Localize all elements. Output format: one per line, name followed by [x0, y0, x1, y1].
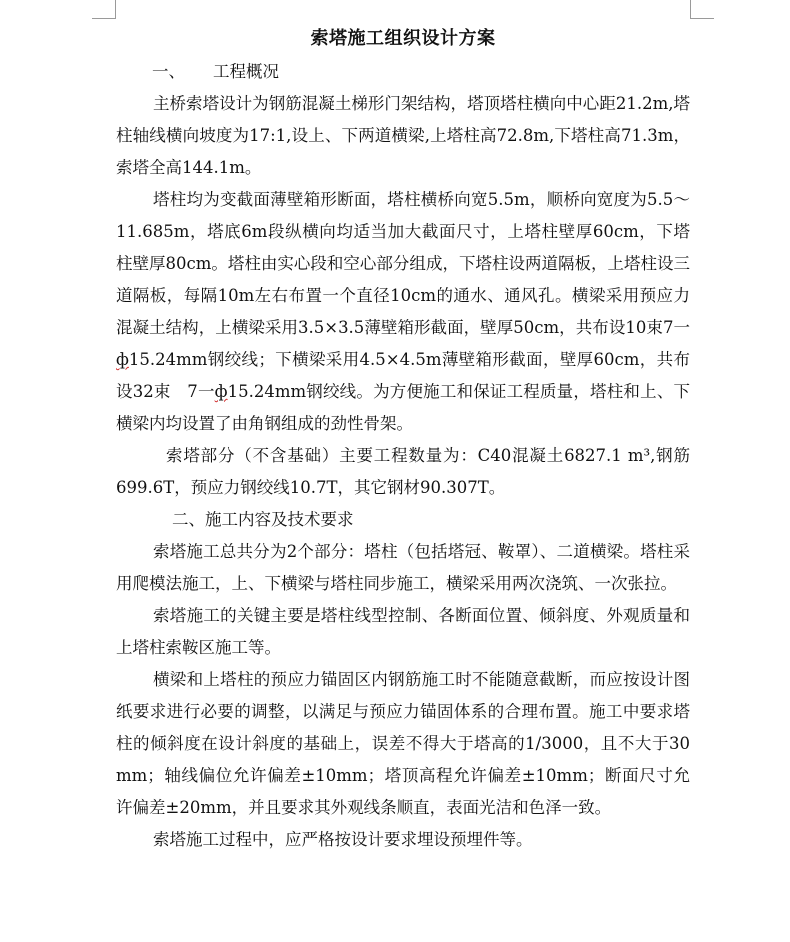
- paragraph-text: 塔柱均为变截面薄壁箱形断面，塔柱横桥向宽5.5m，顺桥向宽度为5.5～11.685m，塔底6m段纵横向均适当加大截面尺寸，上塔柱壁厚60cm，下塔柱壁厚80cm。塔柱由实心段和空心部分组成，下塔柱设两道隔板，上塔柱设三道隔板，每隔10m左右布置一个直径10cm的通水、通风孔。横梁采用预应力混凝土结构，上横梁采用3.5×3.5薄壁箱形截面，壁厚50cm，共布设10束7一: [116, 190, 690, 337]
- section-heading-overview: [116, 56, 690, 88]
- paragraph-key-points: 索塔施工的关键主要是塔柱线型控制、各断面位置、倾斜度、外观质量和上塔柱索鞍区施工等。: [116, 606, 690, 657]
- crop-mark-top-left-vertical: [115, 0, 116, 18]
- section-heading-requirements: [116, 504, 690, 536]
- spellcheck-mark: ф: [116, 350, 129, 369]
- crop-mark-top-left-horizontal: [92, 18, 116, 19]
- paragraph-embedded-parts: 索塔施工过程中，应严格按设计要求埋设预埋件等。: [153, 830, 533, 849]
- section-number: 一、: [152, 62, 185, 81]
- paragraph-tower-section: [116, 184, 690, 440]
- spellcheck-mark: ф: [214, 382, 228, 401]
- paragraph-quantities: 索塔部分（不含基础）主要工程数量为：C40混凝土6827.1 m³,钢筋699.6T，预应力钢绞线10.7T，其它钢材90.307T。: [116, 446, 690, 497]
- crop-mark-top-right-horizontal: [690, 18, 714, 19]
- document-page: [116, 22, 690, 856]
- paragraph-text: 15.24mm钢绞线。为方便施工和保证工程质量，塔柱和上、下横梁内均设置了由角钢组成的劲性骨架。: [116, 382, 691, 433]
- document-title: 索塔施工组织设计方案: [310, 28, 496, 49]
- section-label: 工程概况: [213, 62, 279, 81]
- paragraph-tolerances: 横梁和上塔柱的预应力锚固区内钢筋施工时不能随意截断，而应按设计图纸要求进行必要的调整，以满足与预应力锚固体系的合理布置。施工中要求塔柱的倾斜度在设计斜度的基础上，误差不得大于塔高的1/3000，且不大于30 mm；轴线偏位允许偏差±10mm；塔顶高程允许偏差±10mm；断面尺寸允许偏差±20mm，并且要求其外观线条顺直，表面光洁和色泽一致。: [116, 670, 690, 817]
- section-label: 二、施工内容及技术要求: [172, 510, 354, 529]
- paragraph-structure: 主桥索塔设计为钢筋混凝土梯形门架结构，塔顶塔柱横向中心距21.2m,塔柱轴线横向坡度为17:1,设上、下两道横梁,上塔柱高72.8m,下塔柱高71.3m，索塔全高144.1m。: [116, 94, 690, 177]
- crop-mark-top-right-vertical: [690, 0, 691, 18]
- paragraph-construction-parts: 索塔施工总共分为2个部分：塔柱（包括塔冠、鞍罩）、二道横梁。塔柱采用爬模法施工，上、下横梁与塔柱同步施工，横梁采用两次浇筑、一次张拉。: [116, 542, 690, 593]
- paragraph-text: 15.24mm钢绞线；下横梁采用4.5×4.5m薄壁箱形截面，壁厚60cm，共布设32束 7一: [116, 350, 690, 401]
